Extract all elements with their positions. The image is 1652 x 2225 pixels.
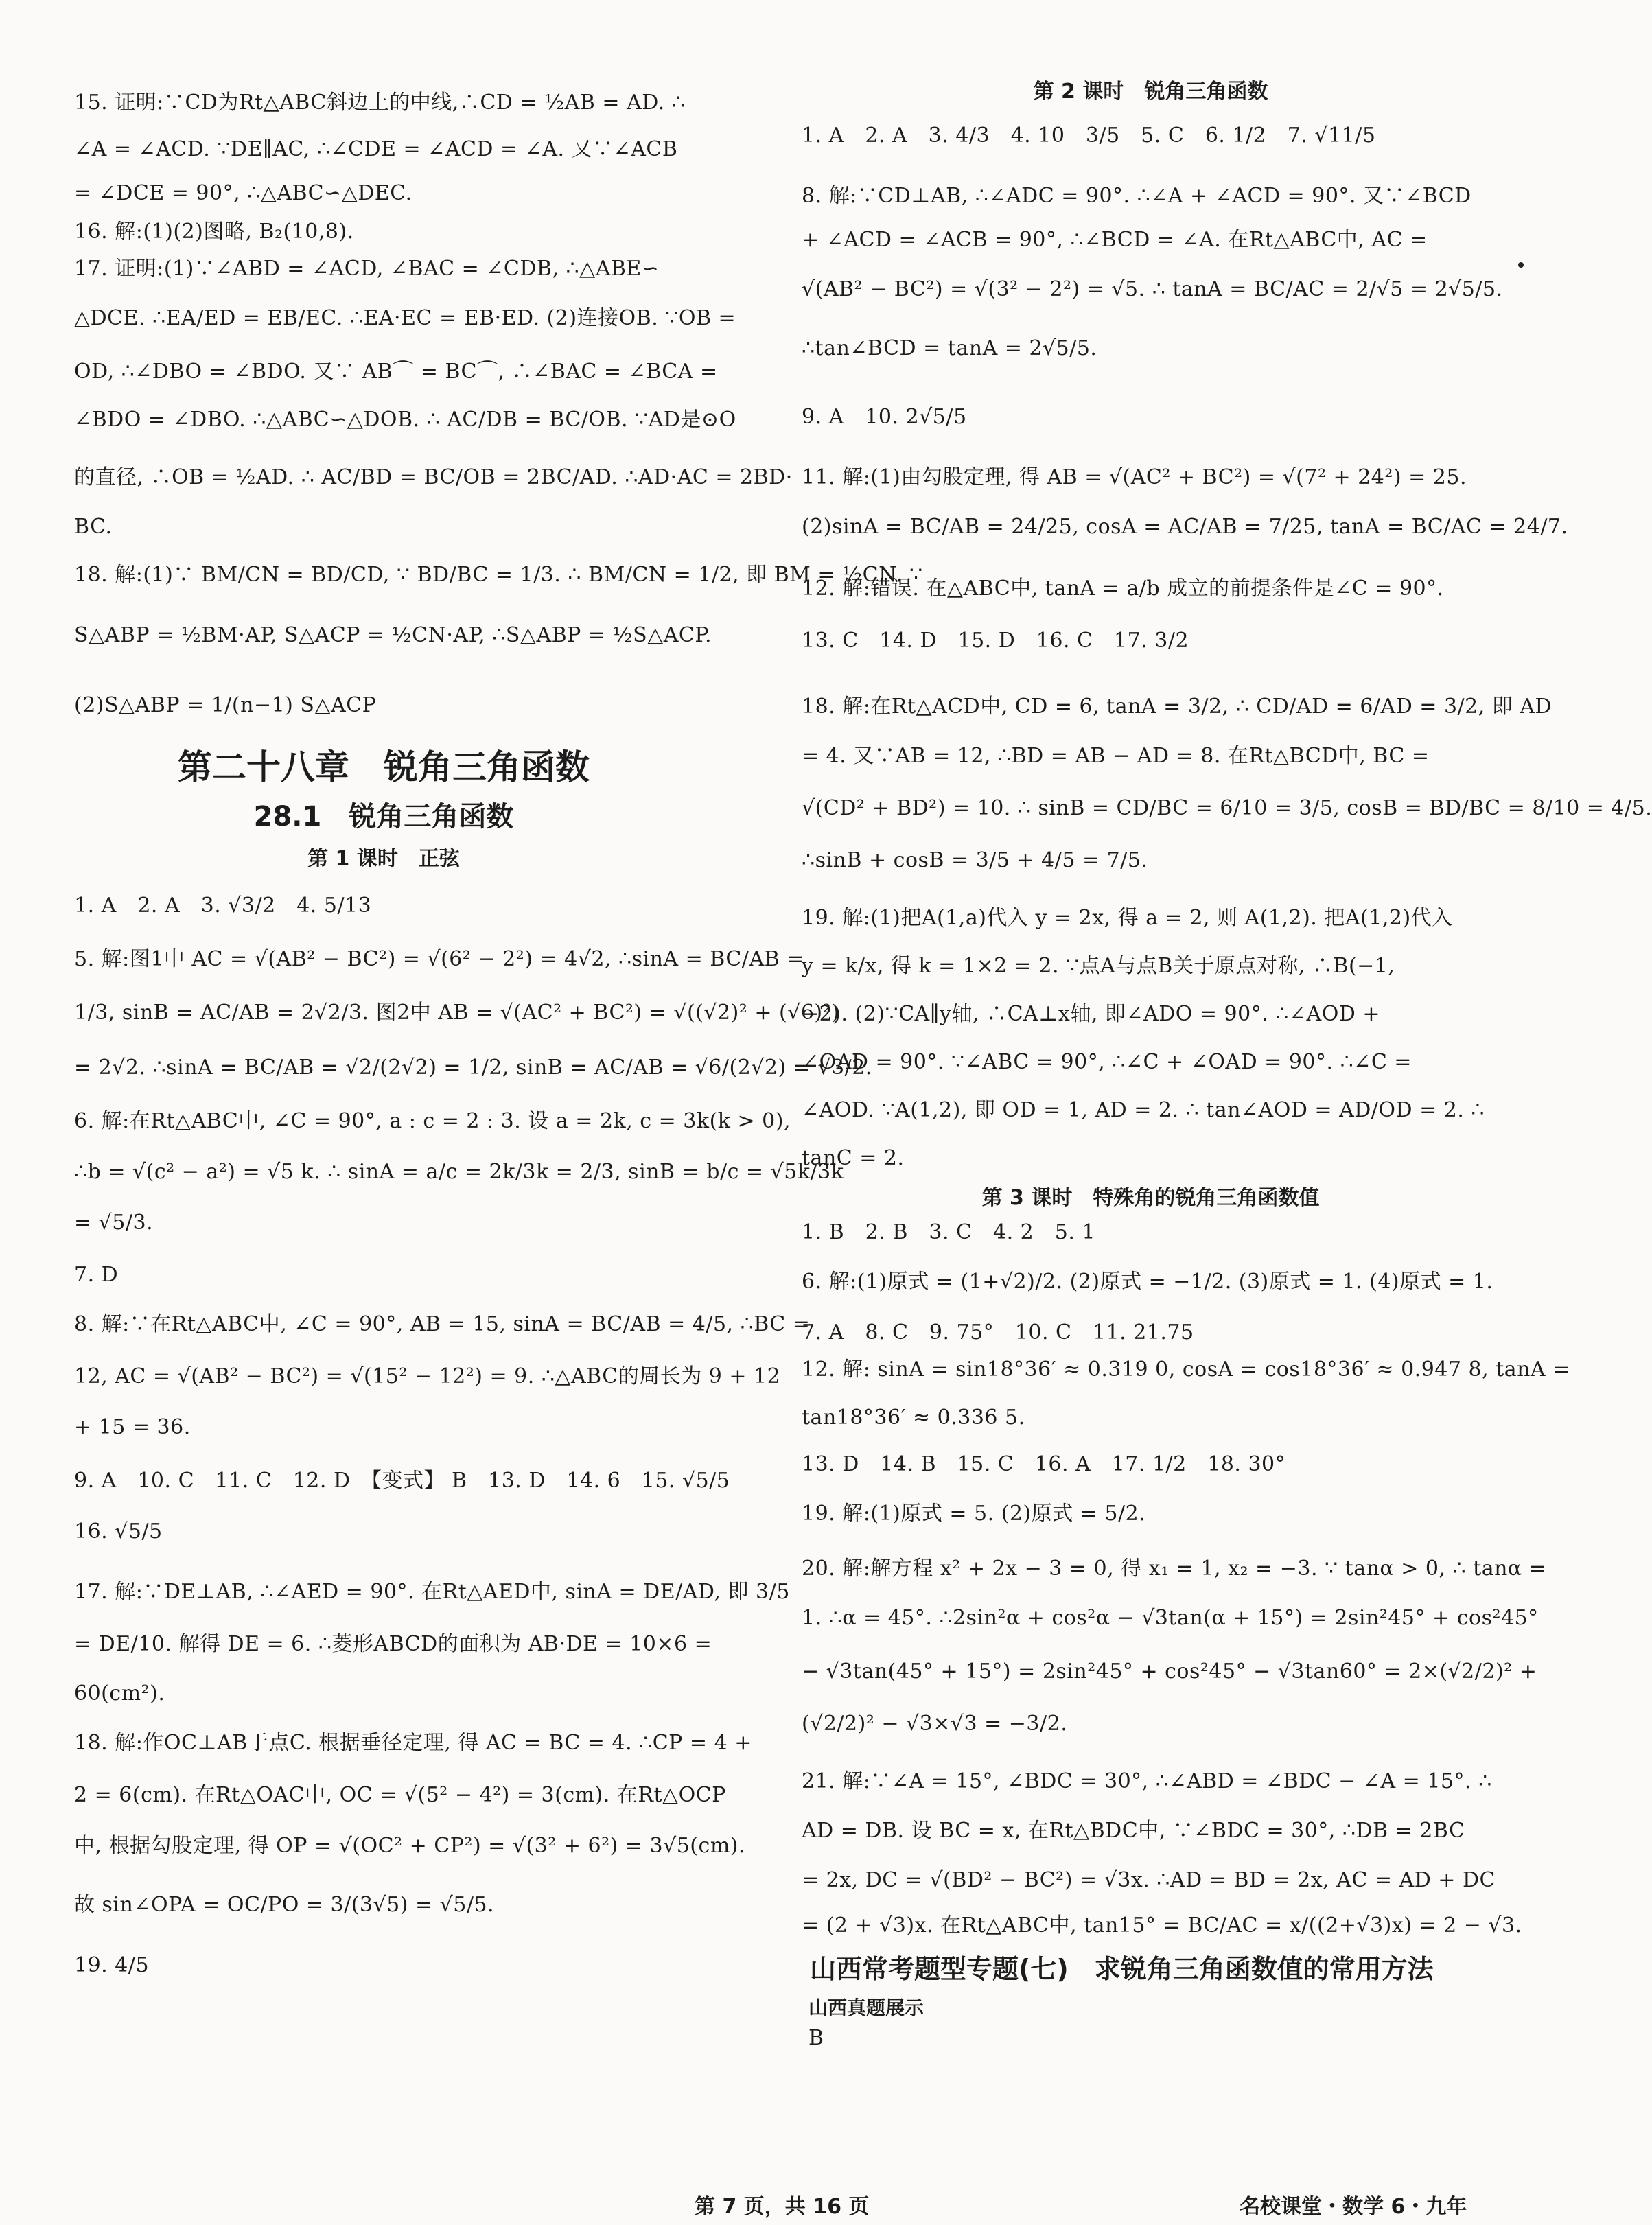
answer-line: −2). (2)∵CA∥y轴, ∴CA⊥x轴, 即∠ADO = 90°. ∴∠AOD + — [802, 1002, 1381, 1026]
answer-line: = DE/10. 解得 DE = 6. ∴菱形ABCD的面积为 AB·DE = 10×6 = — [74, 1632, 712, 1656]
answer-line: = 4. 又∵AB = 12, ∴BD = AB − AD = 8. 在Rt△BCD中, BC = — [802, 744, 1430, 768]
answer-line: 18. 解:(1)∵ BM/CN = BD/CD, ∵ BD/BC = 1/3. ∴ BM/CN = 1/2, 即 BM = ½CN. ∵ — [74, 563, 923, 587]
answer-line: 18. 解:作OC⊥AB于点C. 根据垂径定理, 得 AC = BC = 4. ∴CP = 4 + — [74, 1731, 752, 1755]
answer-line: 18. 解:在Rt△ACD中, CD = 6, tanA = 3/2, ∴ CD/AD = 6/AD = 3/2, 即 AD — [802, 695, 1552, 719]
answer-line: = (2 + √3)x. 在Rt△ABC中, tan15° = BC/AC = x/((2+√3)x) = 2 − √3. — [802, 1913, 1522, 1937]
page-number: 第 7 页，共 16 页 — [695, 2195, 870, 2219]
answer-line: 9. A 10. 2√5/5 — [802, 405, 967, 429]
lesson1-title: 第 1 课时 正弦 — [307, 847, 460, 871]
answer-line: 8. 解:∵在Rt△ABC中, ∠C = 90°, AB = 15, sinA = BC/AB = 4/5, ∴BC = — [74, 1312, 811, 1336]
answer-line: √(CD² + BD²) = 10. ∴ sinB = CD/BC = 6/10 = 3/5, cosB = BD/BC = 8/10 = 4/5. — [802, 796, 1652, 820]
footer-brand: 名校课堂・数学 6・九年 — [1240, 2195, 1467, 2219]
answer-line: = ∠DCE = 90°, ∴△ABC∽△DEC. — [74, 181, 412, 205]
lesson2-title: 第 2 课时 锐角三角函数 — [1033, 80, 1268, 104]
answer-line: 1. A 2. A 3. √3/2 4. 5/13 — [74, 894, 372, 918]
answer-line: 19. 解:(1)原式 = 5. (2)原式 = 5/2. — [802, 1502, 1146, 1526]
answer-line: − √3tan(45° + 15°) = 2sin²45° + cos²45° − √3tan60° = 2×(√2/2)² + — [802, 1659, 1537, 1684]
chapter-title: 第二十八章 锐角三角函数 — [178, 747, 590, 787]
answer-line: = √5/3. — [74, 1211, 154, 1235]
answer-line: 11. 解:(1)由勾股定理, 得 AB = √(AC² + BC²) = √(7² + 24²) = 25. — [802, 465, 1467, 489]
answer-line: ∠AOD. ∵A(1,2), 即 OD = 1, AD = 2. ∴ tan∠AOD = AD/OD = 2. ∴ — [802, 1098, 1485, 1122]
answer-line: 5. 解:图1中 AC = √(AB² − BC²) = √(6² − 2²) = 4√2, ∴sinA = BC/AB = — [74, 947, 804, 971]
answer-b: B — [808, 2026, 824, 2050]
answer-line: 故 sin∠OPA = OC/PO = 3/(3√5) = √5/5. — [74, 1893, 495, 1917]
answer-line: 17. 解:∵DE⊥AB, ∴∠AED = 90°. 在Rt△AED中, sinA = DE/AD, 即 3/5 — [74, 1580, 790, 1604]
answer-line: 6. 解:(1)原式 = (1+√2)/2. (2)原式 = −1/2. (3)原式 = 1. (4)原式 = 1. — [802, 1270, 1493, 1294]
answer-line: ∠BDO = ∠DBO. ∴△ABC∽△DOB. ∴ AC/DB = BC/OB. ∵AD是⊙O — [74, 408, 736, 432]
answer-line: BC. — [74, 515, 113, 539]
answer-line: (2)sinA = BC/AB = 24/25, cosA = AC/AB = 7/25, tanA = BC/AC = 24/7. — [802, 515, 1568, 539]
answer-line: 16. 解:(1)(2)图略, B₂(10,8). — [74, 220, 354, 244]
answer-line: 的直径, ∴OB = ½AD. ∴ AC/BD = BC/OB = 2BC/AD. ∴AD·AC = 2BD· — [74, 465, 793, 489]
answer-line: ∠OAD = 90°. ∵∠ABC = 90°, ∴∠C + ∠OAD = 90°. ∴∠C = — [802, 1050, 1412, 1074]
answer-line: 16. √5/5 — [74, 1519, 163, 1543]
answer-line: 中, 根据勾股定理, 得 OP = √(OC² + CP²) = √(3² + 6²) = 3√5(cm). — [74, 1834, 746, 1858]
answer-line: 1. ∴α = 45°. ∴2sin²α + cos²α − √3tan(α + 15°) = 2sin²45° + cos²45° — [802, 1606, 1539, 1630]
answer-line: 60(cm²). — [74, 1681, 165, 1705]
answer-line: 13. D 14. B 15. C 16. A 17. 1/2 18. 30° — [802, 1452, 1286, 1476]
answer-line: tanC = 2. — [802, 1146, 905, 1170]
answer-line: 17. 证明:(1)∵∠ABD = ∠ACD, ∠BAC = ∠CDB, ∴△ABE∽ — [74, 257, 660, 281]
answer-line: 20. 解:解方程 x² + 2x − 3 = 0, 得 x₁ = 1, x₂ = −3. ∵ tanα > 0, ∴ tanα = — [802, 1557, 1547, 1581]
answer-line: 2 = 6(cm). 在Rt△OAC中, OC = √(5² − 4²) = 3(cm). 在Rt△OCP — [74, 1783, 726, 1807]
answer-line: 12, AC = √(AB² − BC²) = √(15² − 12²) = 9. ∴△ABC的周长为 9 + 12 — [74, 1364, 781, 1388]
answer-line: (√2/2)² − √3×√3 = −3/2. — [802, 1712, 1068, 1736]
answer-line: AD = DB. 设 BC = x, 在Rt△BDC中, ∵∠BDC = 30°, ∴DB = 2BC — [802, 1819, 1465, 1843]
section-title: 28.1 锐角三角函数 — [253, 801, 514, 832]
answer-line: 13. C 14. D 15. D 16. C 17. 3/2 — [802, 629, 1189, 653]
answer-line: = 2x, DC = √(BD² − BC²) = √3x. ∴AD = BD = 2x, AC = AD + DC — [802, 1868, 1496, 1892]
answer-line: 19. 解:(1)把A(1,a)代入 y = 2x, 得 a = 2, 则 A(1,2). 把A(1,2)代入 — [802, 906, 1453, 930]
answer-line: ∴sinB + cosB = 3/5 + 4/5 = 7/5. — [802, 848, 1148, 872]
answer-line: tan18°36′ ≈ 0.336 5. — [802, 1406, 1025, 1430]
answer-line: 12. 解:错误. 在△ABC中, tanA = a/b 成立的前提条件是∠C = 90°. — [802, 576, 1444, 601]
answer-line: 1. B 2. B 3. C 4. 2 5. 1 — [802, 1220, 1096, 1244]
answer-line: ∴tan∠BCD = tanA = 2√5/5. — [802, 336, 1097, 360]
lesson3-title: 第 3 课时 特殊角的锐角三角函数值 — [981, 1186, 1320, 1210]
answer-line: ∴b = √(c² − a²) = √5 k. ∴ sinA = a/c = 2k/3k = 2/3, sinB = b/c = √5k/3k — [74, 1160, 844, 1184]
answer-line: △DCE. ∴EA/ED = EB/EC. ∴EA·EC = EB·ED. (2)连接OB. ∵OB = — [74, 306, 736, 330]
answer-line: 7. A 8. C 9. 75° 10. C 11. 21.75 — [802, 1320, 1194, 1344]
answer-line: (2)S△ABP = 1/(n−1) S△ACP — [74, 693, 377, 717]
answer-line: 15. 证明:∵CD为Rt△ABC斜边上的中线,∴CD = ½AB = AD. ∴ — [74, 91, 686, 115]
answer-line: 19. 4/5 — [74, 1953, 150, 1977]
subtopic-title: 山西真题展示 — [808, 1996, 924, 2019]
answer-line: ∠A = ∠ACD. ∵DE∥AC, ∴∠CDE = ∠ACD = ∠A. 又∵∠ACB — [74, 137, 678, 161]
answer-line: 1. A 2. A 3. 4/3 4. 10 3/5 5. C 6. 1/2 7. √11/5 — [802, 124, 1376, 148]
answer-line: y = k/x, 得 k = 1×2 = 2. ∵点A与点B关于原点对称, ∴B(−1, — [802, 954, 1395, 978]
answer-line: + 15 = 36. — [74, 1415, 191, 1439]
answer-line: 21. 解:∵∠A = 15°, ∠BDC = 30°, ∴∠ABD = ∠BDC − ∠A = 15°. ∴ — [802, 1769, 1492, 1793]
answer-line: + ∠ACD = ∠ACB = 90°, ∴∠BCD = ∠A. 在Rt△ABC中, AC = — [802, 228, 1428, 252]
topic-title: 山西常考题型专题(七) 求锐角三角函数值的常用方法 — [810, 1954, 1434, 1984]
margin-dot — [1518, 262, 1524, 268]
answer-line: S△ABP = ½BM·AP, S△ACP = ½CN·AP, ∴S△ABP = ½S△ACP. — [74, 623, 712, 647]
answer-line: OD, ∴∠DBO = ∠BDO. 又∵ AB⌒ = BC⌒, ∴∠BAC = ∠BCA = — [74, 360, 718, 384]
answer-line: 8. 解:∵CD⊥AB, ∴∠ADC = 90°. ∴∠A + ∠ACD = 90°. 又∵∠BCD — [802, 184, 1471, 208]
answer-line: 1/3, sinB = AC/AB = 2√2/3. 图2中 AB = √(AC² + BC²) = √((√2)² + (√6)²) — [74, 1001, 840, 1025]
answer-line: 12. 解: sinA = sin18°36′ ≈ 0.319 0, cosA = cos18°36′ ≈ 0.947 8, tanA = — [802, 1358, 1570, 1382]
answer-line: 7. D — [74, 1263, 119, 1287]
answer-line: = 2√2. ∴sinA = BC/AB = √2/(2√2) = 1/2, sinB = AC/AB = √6/(2√2) = √3/2. — [74, 1056, 872, 1080]
answer-line: 6. 解:在Rt△ABC中, ∠C = 90°, a : c = 2 : 3. 设 a = 2k, c = 3k(k > 0), — [74, 1109, 791, 1133]
answer-line: 9. A 10. C 11. C 12. D 【变式】 B 13. D 14. 6 15. √5/5 — [74, 1469, 730, 1493]
answer-line: √(AB² − BC²) = √(3² − 2²) = √5. ∴ tanA = BC/AC = 2/√5 = 2√5/5. — [802, 277, 1503, 301]
